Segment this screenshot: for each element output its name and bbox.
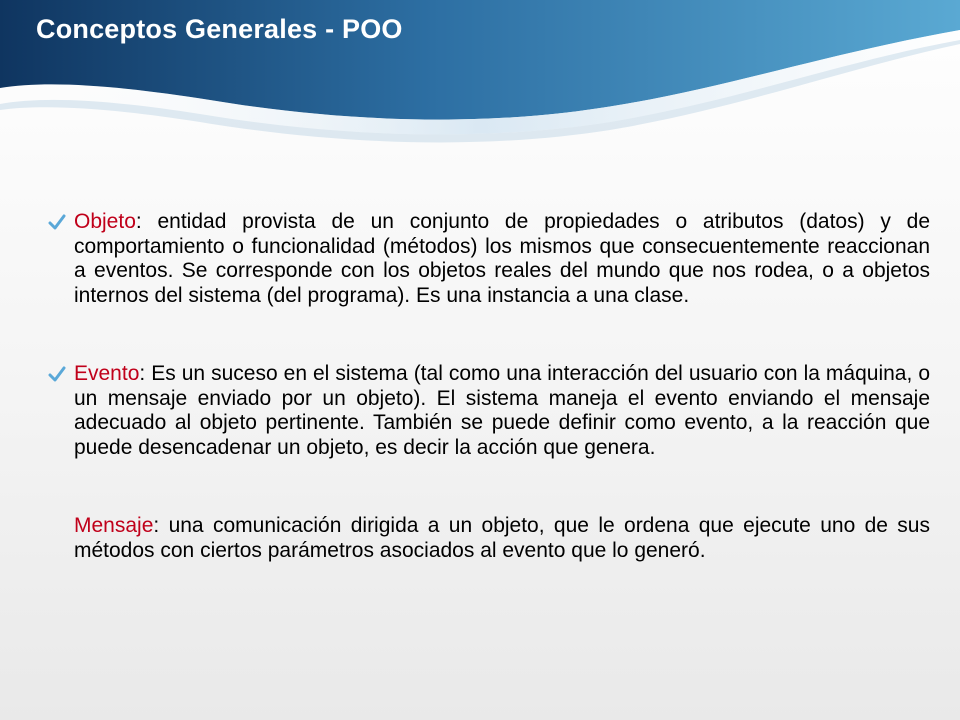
term-evento: Evento: [74, 362, 140, 385]
bullet-list: [48, 210, 930, 563]
term-mensaje: Mensaje: [74, 514, 154, 537]
bullet-mensaje: [48, 514, 930, 563]
bullet-text: [74, 514, 930, 563]
checkmark-icon: [48, 213, 66, 231]
bullet-evento: [48, 362, 930, 460]
definition-evento: : Es un suceso en el sistema (tal como una interacción del usuario con la máquina, o un mensaje enviado por un objeto). El sistema maneja el evento enviando el mensaje adecuado al objeto pertinente. También se puede definir como evento, a la reacción que puede desencadenar un objeto, es decir la acción que genera.: [74, 362, 930, 459]
bullet-text: [74, 362, 930, 460]
term-objeto: Objeto: [74, 210, 136, 233]
definition-objeto: : entidad provista de un conjunto de propiedades o atributos (datos) y de comportamiento o funcionalidad (métodos) los mismos que consecuentemente reaccionan a eventos. Se corresponde con los objetos reales del mundo que nos rodea, o a objetos internos del sistema (del programa). Es una instancia a una clase.: [74, 210, 930, 307]
bullet-text: [74, 210, 930, 308]
definition-mensaje: : una comunicación dirigida a un objeto, que le ordena que ejecute uno de sus métodos con ciertos parámetros asociados al evento que lo generó.: [74, 514, 930, 562]
bullet-objeto: [48, 210, 930, 308]
slide-title: Conceptos Generales - POO: [36, 14, 403, 44]
checkmark-icon: [48, 365, 66, 383]
